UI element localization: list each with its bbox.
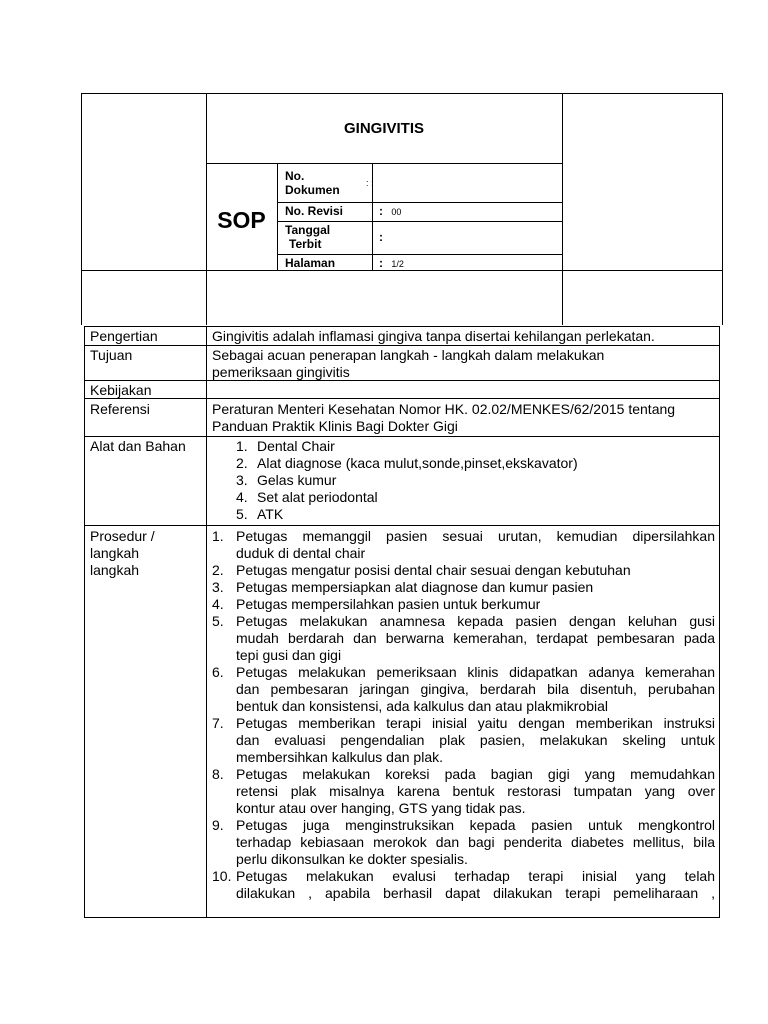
row-label-alat-dan-bahan: Alat dan Bahan (90, 438, 186, 454)
list-item: 2. Alat diagnose (kaca mulut,sonde,pinset,ekskavator) (236, 455, 578, 471)
sop-label: SOP (217, 207, 266, 233)
row-label-kebijakan: Kebijakan (90, 382, 152, 398)
field-value-tanggal-terbit: : (379, 230, 383, 244)
list-item: 8. Petugas melakukan koreksi pada bagian gigi yang memudahkan retensi plak misalnya karena bentuk restorasi tumpatan yang over kontur atau over hanging, GTS yang tidak pas. (212, 766, 715, 816)
row-text-referensi: Peraturan Menteri Kesehatan Nomor HK. 02.02/MENKES/62/2015 tentang Panduan Praktik Klinis Bagi Dokter Gigi (212, 401, 676, 434)
field-label-no-revisi: No. Revisi (285, 204, 344, 218)
list-item: 4. Petugas mempersilahkan pasien untuk berkumur (212, 596, 541, 612)
row-label-tujuan: Tujuan (90, 347, 133, 363)
document-title: GINGIVITIS (343, 120, 424, 137)
field-value-no-revisi: : 00 (379, 204, 402, 218)
list-item: 1. Dental Chair (236, 438, 335, 454)
list-item: 3. Gelas kumur (236, 472, 337, 488)
list-item: 7. Petugas memberikan terapi inisial yaitu dengan memberikan instruksi dan evaluasi pengendalian plak pasien, melakukan skeling untuk membersihkan kalkulus dan plak. (212, 715, 715, 765)
list-item: 1. Petugas memanggil pasien sesuai urutan, kemudian dipersilahkan duduk di dental chair (212, 528, 715, 561)
field-label-no-dokumen: No. Dokumen (285, 169, 340, 197)
list-item: 5. Petugas melakukan anamnesa kepada pasien dengan keluhan gusi mudah berdarah dan berwarna kemerahan, terdapat pembesaran pada tepi gusi dan gigi (212, 613, 715, 663)
field-label-halaman: Halaman (285, 256, 336, 270)
field-label-tanggal-terbit: Tanggal Terbit (285, 223, 331, 251)
row-text-tujuan: Sebagai acuan penerapan langkah - langkah dalam melakukan pemeriksaan gingivitis (212, 347, 605, 380)
list-item: 2. Petugas mengatur posisi dental chair sesuai dengan kebutuhan (212, 562, 631, 578)
field-value-halaman: : 1/2 (379, 256, 404, 270)
row-text-pengertian: Gingivitis adalah inflamasi gingiva tanpa disertai kehilangan perlekatan. (212, 328, 655, 344)
list-item: 10. Petugas melakukan evalusi terhadap terapi inisial yang telah dilakukan , apabila berhasil dapat dilakukan terapi pemeliharaan , (212, 868, 715, 901)
list-item: 4. Set alat periodontal (236, 489, 378, 505)
prosedur-list (212, 528, 715, 902)
list-item: 9. Petugas juga menginstruksikan kepada pasien untuk mengkontrol terhadap kebiasaan merokok dan bagi penderita diabetes mellitus, bila perlu dikonsulkan ke dokter spesialis. (212, 817, 715, 867)
row-label-prosedur: Prosedur / langkah langkah (90, 528, 155, 578)
alat-list (236, 438, 706, 523)
list-item: 3. Petugas mempersiapkan alat diagnose dan kumur pasien (212, 579, 594, 595)
field-value-no-dokumen: : : (366, 178, 374, 188)
row-label-referensi: Referensi (90, 401, 150, 417)
row-label-pengertian: Pengertian (90, 328, 158, 344)
list-item: 5. ATK (236, 506, 284, 522)
list-item: 6. Petugas melakukan pemeriksaan klinis didapatkan adanya kemerahan dan pembesaran jaringan gingiva, berdarah bila disentuh, perubahan bentuk dan konsistensi, ada kalkulus dan atau plakmikrobial (212, 664, 715, 714)
